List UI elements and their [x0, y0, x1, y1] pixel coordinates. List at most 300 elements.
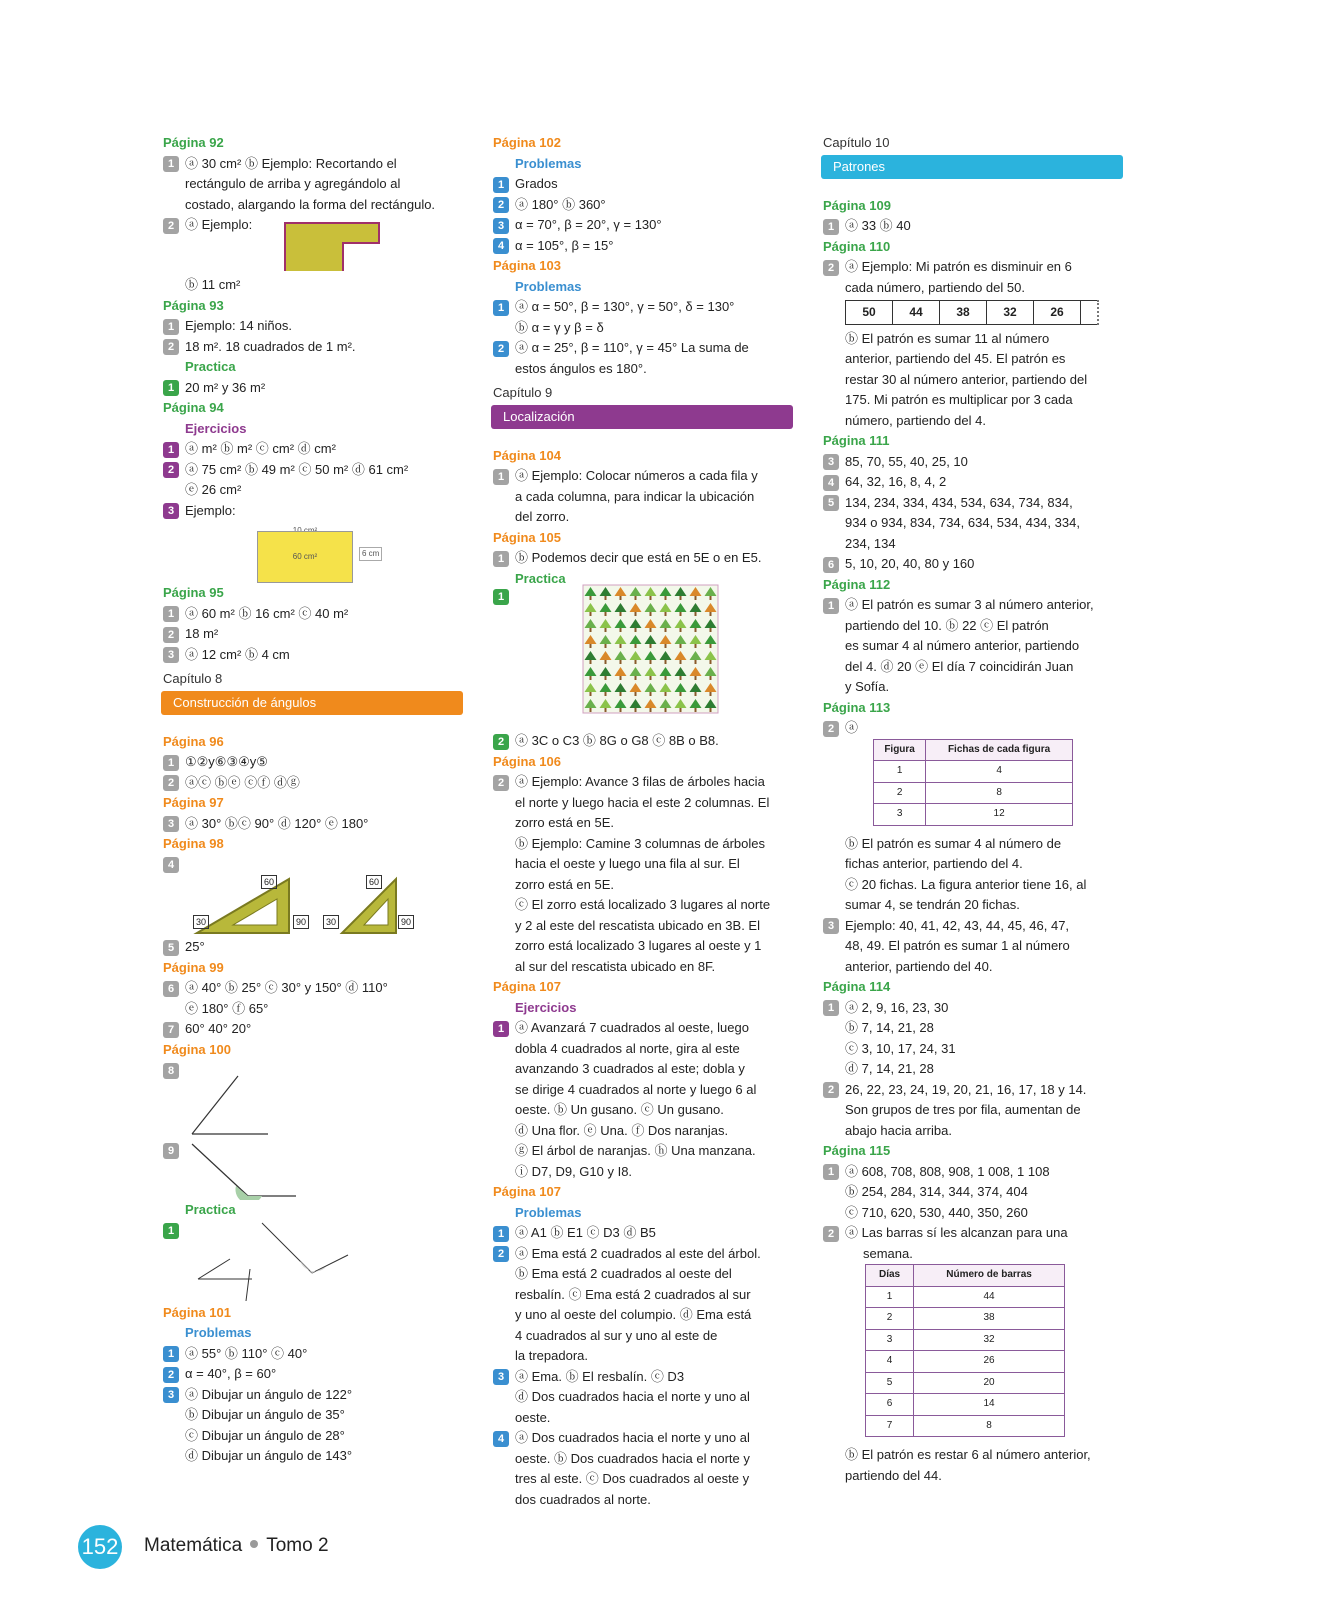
tree-trunk: [710, 708, 712, 712]
page-heading: Página 99: [163, 959, 224, 975]
answer-text: ⓐ Ejemplo:: [185, 217, 253, 232]
tree-trunk: [635, 612, 637, 616]
answer-text: y 2 al este del rescatista ubicado en 3B. El: [515, 917, 760, 933]
item-number-1: 1: [163, 1346, 179, 1362]
page-heading: Página 109: [823, 197, 891, 213]
answer-text: ⓑ Ejemplo: Camine 3 columnas de árboles: [515, 835, 766, 851]
tree-trunk: [590, 628, 592, 632]
table-header: Número de barras: [914, 1265, 1065, 1287]
answer-text: ⓐ 180° ⓑ 360°: [515, 196, 606, 212]
tree-trunk: [635, 676, 637, 680]
tree-trunk: [635, 644, 637, 648]
answer-text: ⓑ Ema está 2 cuadrados al oeste del: [515, 1266, 732, 1281]
answer-text: ⓓ 7, 14, 21, 28: [845, 1061, 934, 1076]
answer-text: zorro está en 5E.: [515, 815, 614, 830]
answer-text: ⓓ Una flor. ⓔ Una. ⓕ Dos naranjas.: [515, 1122, 729, 1138]
answer-text: Grados: [515, 176, 558, 191]
chapter-label: Capítulo 10: [823, 135, 890, 150]
tree-trunk: [680, 596, 682, 600]
tree-trunk: [620, 676, 622, 680]
answer-text: tres al este. ⓒ Dos cuadrados al oeste y: [515, 1471, 750, 1486]
sequence-cell: 44: [893, 301, 940, 325]
tree-trunk: [665, 676, 667, 680]
answer-text: α = 70°, β = 20°, γ = 130°: [515, 217, 662, 232]
answer-text: ⓑ Podemos decir que está en 5E o en E5.: [515, 550, 762, 565]
answer-text: y uno al oeste del columpio. ⓓ Ema está: [515, 1307, 752, 1322]
item-number-1: 1: [163, 755, 179, 771]
tree-trunk: [680, 612, 682, 616]
item-number-1: 1: [823, 219, 839, 235]
sequence-cell: 50: [846, 301, 893, 325]
item-number-1: 1: [493, 177, 509, 193]
answer-text: ⓐ 12 cm² ⓑ 4 cm: [185, 646, 290, 662]
item-number-2: 2: [823, 721, 839, 737]
rectangle-diagram: [163, 521, 473, 583]
answer-text: oeste. ⓑ Un gusano. ⓒ Un gusano.: [515, 1102, 724, 1117]
tree-trunk: [665, 628, 667, 632]
answer-text: dobla 4 cuadrados al norte, gira al este: [515, 1040, 740, 1056]
table-cell: 5: [866, 1372, 914, 1394]
item-number-2: 2: [493, 1246, 509, 1262]
section-label: Ejercicios: [185, 420, 247, 436]
figures-table: [873, 739, 1073, 826]
tree-trunk: [590, 644, 592, 648]
tree-trunk: [605, 692, 607, 696]
angle-label: 30: [323, 915, 339, 929]
page-heading: Página 102: [493, 135, 561, 150]
item-number-1: 1: [493, 1021, 509, 1037]
answer-text: cada número, partiendo del 50.: [845, 279, 1025, 295]
tree-trunk: [635, 660, 637, 664]
answer-text: resbalín. ⓒ Ema está 2 cuadrados al sur: [515, 1286, 751, 1302]
tree-trunk: [710, 612, 712, 616]
answer-text: anterior, partiendo del 45. El patrón es: [845, 351, 1066, 366]
table-cell: 3: [874, 804, 926, 826]
section-label: Practica: [185, 1202, 236, 1217]
answer-text: número, partiendo del 4.: [845, 412, 986, 428]
tree-trunk: [620, 660, 622, 664]
answer-text: α = 105°, β = 15°: [515, 237, 614, 253]
answer-text: 175. Mi patrón es multiplicar por 3 cada: [845, 392, 1073, 407]
answer-text: ⓐ 55° ⓑ 110° ⓒ 40°: [185, 1345, 308, 1361]
column-left: [163, 133, 473, 1467]
answer-text: es sumar 4 al número anterior, partiendo: [845, 638, 1080, 653]
tree-trunk: [695, 676, 697, 680]
answer-text: ⓐ 3C o C3 ⓑ 8G o G8 ⓒ 8B o B8.: [515, 733, 719, 748]
tree-trunk: [680, 628, 682, 632]
answer-text: 234, 134: [845, 535, 896, 551]
chapter-title-bar: Construcción de ángulos: [161, 691, 463, 715]
answer-text: avanzando 3 cuadrados al este; dobla y: [515, 1061, 745, 1076]
answer-text: ⓑ Dibujar un ángulo de 35°: [185, 1407, 345, 1422]
answer-text: ⓐ m² ⓑ m² ⓒ cm² ⓓ cm²: [185, 441, 336, 456]
page-number: 152: [78, 1525, 122, 1569]
tree-trunk: [695, 708, 697, 712]
chapter-label: Capítulo 8: [163, 671, 223, 686]
answer-text: y Sofía.: [845, 679, 890, 694]
item-number-1: 1: [163, 606, 179, 622]
page-heading: Página 107: [493, 1184, 561, 1199]
answer-text: 26, 22, 23, 24, 19, 20, 21, 16, 17, 18 y 14.: [845, 1081, 1087, 1097]
answer-text: hacia el oeste y luego una fila al sur. El: [515, 856, 740, 871]
answer-text: ⓐ α = 50°, β = 130°, γ = 50°, δ = 130°: [515, 299, 735, 314]
item-number-4: 4: [493, 1431, 509, 1447]
page-heading: Página 101: [163, 1304, 231, 1320]
item-number-1: 1: [823, 1164, 839, 1180]
item-number-2: 2: [163, 462, 179, 478]
item-number-2: 2: [163, 339, 179, 355]
answer-text: fichas anterior, partiendo del 4.: [845, 856, 1023, 871]
page-heading: Página 97: [163, 795, 224, 810]
item-number-4: 4: [493, 238, 509, 254]
table-cell: 20: [914, 1372, 1065, 1394]
table-row: [874, 782, 1073, 804]
answer-text: del 4. ⓓ 20 ⓔ El día 7 coincidirán Juan: [845, 658, 1074, 674]
answer-text: restar 30 al número anterior, partiendo del: [845, 371, 1088, 387]
item-number-2: 2: [163, 627, 179, 643]
tree-trunk: [620, 612, 622, 616]
angle-drawing: [188, 1140, 298, 1200]
answer-text: el norte y luego hacia el este 2 columnas. El: [515, 794, 770, 810]
item-number-1: 1: [163, 380, 179, 396]
answer-text: ⓐ: [845, 720, 859, 735]
page-heading: Página 115: [823, 1143, 891, 1158]
answer-text: sumar 4, se tendrán 20 fichas.: [845, 897, 1020, 912]
table-cell: 1: [874, 761, 926, 783]
table-cell: 44: [914, 1286, 1065, 1308]
angle-drawing: [188, 1221, 428, 1303]
tree-grid-map: [493, 589, 803, 731]
answer-text: a cada columna, para indicar la ubicación: [515, 488, 755, 504]
answer-text: del zorro.: [515, 509, 570, 524]
item-number-1: 1: [163, 319, 179, 335]
tree-trunk: [605, 644, 607, 648]
tree-trunk: [665, 644, 667, 648]
answer-text: ⓐ Ema está 2 cuadrados al este del árbol.: [515, 1245, 761, 1261]
item-number-6: 6: [823, 557, 839, 573]
angle-label: 60: [366, 875, 382, 889]
answer-text: ⓑ El patrón es restar 6 al número anterior,: [845, 1447, 1091, 1462]
table-row: [866, 1351, 1065, 1373]
answer-text: ⓐ El patrón es sumar 3 al número anterior,: [845, 597, 1094, 612]
answer-text: ⓐ Dibujar un ángulo de 122°: [185, 1386, 353, 1402]
section-label: Practica: [185, 359, 236, 374]
item-number-2: 2: [163, 218, 179, 234]
item-number-1: 1: [163, 1223, 179, 1239]
tree-trunk: [605, 628, 607, 632]
answer-text: 64, 32, 16, 8, 4, 2: [845, 474, 947, 489]
answer-text: ⓐ 75 cm² ⓑ 49 m² ⓒ 50 m² ⓓ 61 cm²: [185, 461, 409, 477]
tree-trunk: [695, 660, 697, 664]
table-row: [866, 1286, 1065, 1308]
tree-trunk: [650, 612, 652, 616]
item-number-2: 2: [823, 260, 839, 276]
item-number-6: 6: [163, 981, 179, 997]
tree-trunk: [620, 596, 622, 600]
tree-trunk: [680, 660, 682, 664]
section-label: Problemas: [515, 1204, 582, 1220]
answer-text: ⓐ Ejemplo: Avance 3 filas de árboles hacia: [515, 774, 765, 789]
angle-drawing: [188, 1070, 278, 1140]
answer-text: ⓐ A1 ⓑ E1 ⓒ D3 ⓓ B5: [515, 1225, 656, 1240]
table-row: [874, 761, 1073, 783]
item-number-3: 3: [163, 647, 179, 663]
page-heading: Página 92: [163, 135, 224, 150]
answer-text: ⓐ Avanzará 7 cuadrados al oeste, luego: [515, 1020, 749, 1035]
sequence-cell: 26: [1034, 301, 1081, 325]
page-heading: Página 94: [163, 400, 224, 415]
page-heading: Página 96: [163, 733, 224, 749]
table-row: [866, 1308, 1065, 1330]
item-number-5: 5: [163, 940, 179, 956]
tree-trunk: [695, 596, 697, 600]
tree-trunk: [620, 644, 622, 648]
page-heading: Página 113: [823, 699, 891, 715]
answer-text: ⓘ D7, D9, G10 y I8.: [515, 1163, 633, 1179]
answer-text: costado, alargando la forma del rectángulo.: [185, 196, 436, 212]
table-row: [866, 1329, 1065, 1351]
item-number-9: 9: [163, 1143, 179, 1159]
page-heading: Página 98: [163, 836, 224, 851]
page-heading: Página 100: [163, 1041, 231, 1057]
table-cell: 6: [866, 1394, 914, 1416]
table-header: Días: [866, 1265, 914, 1287]
section-label: Problemas: [515, 155, 582, 171]
tree-trunk: [710, 596, 712, 600]
sequence-cell: 32: [987, 301, 1034, 325]
answer-text: estos ángulos es 180°.: [515, 360, 647, 376]
table-cell: 2: [874, 782, 926, 804]
item-number-3: 3: [163, 503, 179, 519]
tree-trunk: [650, 596, 652, 600]
item-number-2: 2: [493, 197, 509, 213]
bars-table: [865, 1264, 1065, 1437]
answer-text: ⓑ 7, 14, 21, 28: [845, 1020, 934, 1035]
column-middle: [493, 133, 803, 1510]
answer-text: ⓑ α = γ y β = δ: [515, 319, 604, 335]
answer-text: al sur del rescatista ubicado en 8F.: [515, 958, 716, 974]
answer-text: ⓐ 30 cm² ⓑ Ejemplo: Recortando el: [185, 155, 397, 171]
item-number-2: 2: [163, 775, 179, 791]
table-cell: 38: [914, 1308, 1065, 1330]
answer-text: ⓔ 180° ⓕ 65°: [185, 1000, 269, 1016]
separator-dot-icon: [250, 1540, 258, 1548]
tree-trunk: [590, 612, 592, 616]
answer-text: ⓐ Dos cuadrados hacia el norte y uno al: [515, 1430, 750, 1445]
book-name: Matemática: [144, 1535, 243, 1556]
answer-text: Son grupos de tres por fila, aumentan de: [845, 1102, 1081, 1117]
tree-trunk: [665, 612, 667, 616]
tree-trunk: [710, 628, 712, 632]
tree-trunk: [635, 708, 637, 712]
item-number-8: 8: [163, 1063, 179, 1079]
sequence-table: [845, 300, 1099, 325]
tree-trunk: [680, 644, 682, 648]
answer-text: 5, 10, 20, 40, 80 y 160: [845, 556, 975, 571]
rect-side-label: 6 cm: [359, 547, 382, 561]
answer-text: ⓔ 26 cm²: [185, 482, 242, 497]
item-number-2: 2: [163, 1367, 179, 1383]
answer-text: zorro está en 5E.: [515, 876, 614, 892]
tree-trunk: [695, 628, 697, 632]
sequence-cell: 38: [940, 301, 987, 325]
answer-text: semana.: [863, 1245, 913, 1261]
item-number-2: 2: [493, 775, 509, 791]
answer-text: 85, 70, 55, 40, 25, 10: [845, 453, 968, 469]
item-number-2: 2: [823, 1226, 839, 1242]
table-row: [866, 1415, 1065, 1437]
answer-text: ⓐ Ejemplo: Mi patrón es disminuir en 6: [845, 259, 1072, 274]
item-number-3: 3: [823, 918, 839, 934]
item-number-1: 1: [823, 1000, 839, 1016]
table-cell: 4: [926, 761, 1073, 783]
tree-trunk: [695, 644, 697, 648]
page-heading: Página 103: [493, 258, 561, 273]
tree-trunk: [590, 708, 592, 712]
book-tome: Tomo 2: [266, 1535, 329, 1556]
table-row: [866, 1394, 1065, 1416]
tree-trunk: [590, 692, 592, 696]
page-heading: Página 104: [493, 447, 561, 463]
table-cell: 12: [926, 804, 1073, 826]
answer-text: ⓐ 60 m² ⓑ 16 cm² ⓒ 40 m²: [185, 605, 349, 621]
answer-text: partiendo del 10. ⓑ 22 ⓒ El patrón: [845, 617, 1049, 633]
page-heading: Página 106: [493, 753, 561, 769]
tree-trunk: [710, 692, 712, 696]
answer-text: anterior, partiendo del 40.: [845, 958, 993, 974]
page-heading: Página 93: [163, 297, 224, 313]
tree-trunk: [665, 692, 667, 696]
answer-text: ⓐ 33 ⓑ 40: [845, 218, 911, 233]
answer-text: ⓐⓒ ⓑⓔ ⓒⓕ ⓓⓖ: [185, 774, 300, 790]
set-square-diagram: [163, 875, 473, 937]
table-row: [874, 804, 1073, 826]
table-cell: 2: [866, 1308, 914, 1330]
answer-text: 48, 49. El patrón es sumar 1 al número: [845, 938, 1070, 953]
tree-trunk: [605, 660, 607, 664]
page-heading: Página 110: [823, 238, 891, 254]
item-number-4: 4: [823, 475, 839, 491]
item-number-3: 3: [163, 816, 179, 832]
tree-trunk: [590, 676, 592, 680]
sequence-cell-empty: [1081, 301, 1099, 325]
column-right: [823, 133, 1133, 1486]
tree-trunk: [695, 692, 697, 696]
angle-label: 30: [193, 915, 209, 929]
tree-trunk: [665, 708, 667, 712]
table-cell: 1: [866, 1286, 914, 1308]
answer-text: rectángulo de arriba y agregándolo al: [185, 176, 401, 191]
answer-text: 18 m²: [185, 626, 219, 641]
item-number-1: 1: [823, 598, 839, 614]
tree-trunk: [650, 660, 652, 664]
tree-trunk: [680, 676, 682, 680]
answer-text: α = 40°, β = 60°: [185, 1366, 277, 1381]
answer-text: ⓐ Ejemplo: Colocar números a cada fila y: [515, 468, 758, 483]
answer-text: zorro está localizado 3 lugares al oeste y 1: [515, 938, 762, 953]
tree-trunk: [620, 628, 622, 632]
table-row: [866, 1372, 1065, 1394]
answer-text: ⓐ Ema. ⓑ El resbalín. ⓒ D3: [515, 1368, 685, 1384]
tree-trunk: [635, 596, 637, 600]
tree-trunk: [665, 596, 667, 600]
answer-text: ①②y⑥③④y⑤: [185, 754, 268, 769]
answer-text: ⓐ α = 25°, β = 110°, γ = 45° La suma de: [515, 340, 749, 355]
tree-trunk: [605, 708, 607, 712]
item-number-3: 3: [823, 454, 839, 470]
section-label: Ejercicios: [515, 999, 577, 1015]
tree-trunk: [695, 612, 697, 616]
page-heading: Página 107: [493, 979, 561, 994]
page-heading: Página 112: [823, 576, 891, 592]
answer-text: ⓐ 40° ⓑ 25° ⓒ 30° y 150° ⓓ 110°: [185, 980, 388, 995]
tree-trunk: [710, 660, 712, 664]
item-number-3: 3: [493, 1369, 509, 1385]
angle-label: 90: [398, 915, 414, 929]
answer-text: oeste.: [515, 1409, 551, 1425]
table-cell: 32: [914, 1329, 1065, 1351]
tree-trunk: [650, 708, 652, 712]
answer-text: Ejemplo: 40, 41, 42, 43, 44, 45, 46, 47,: [845, 917, 1070, 933]
book-title: [144, 1535, 329, 1557]
table-cell: 14: [914, 1394, 1065, 1416]
answer-text: ⓑ El patrón es sumar 4 al número de: [845, 835, 1062, 851]
table-cell: 8: [926, 782, 1073, 804]
tree-trunk: [710, 644, 712, 648]
tree-trunk: [590, 660, 592, 664]
tree-trunk: [665, 660, 667, 664]
answer-text: abajo hacia arriba.: [845, 1122, 952, 1138]
table-cell: 4: [866, 1351, 914, 1373]
answer-text: partiendo del 44.: [845, 1467, 942, 1483]
item-number-3: 3: [163, 1387, 179, 1403]
item-number-2: 2: [493, 341, 509, 357]
tree-trunk: [635, 628, 637, 632]
tree-trunk: [605, 676, 607, 680]
page-heading: Página 111: [823, 433, 890, 448]
answer-text: ⓐ 30° ⓑⓒ 90° ⓓ 120° ⓔ 180°: [185, 815, 369, 831]
page-heading: Página 95: [163, 585, 224, 600]
answer-text: ⓒ El zorro está localizado 3 lugares al norte: [515, 897, 771, 912]
tree-trunk: [650, 676, 652, 680]
answer-text: 18 m². 18 cuadrados de 1 m².: [185, 338, 356, 354]
item-number-1: 1: [493, 589, 509, 605]
chapter-title-bar: Localización: [491, 405, 793, 429]
answer-text: ⓐ Las barras sí les alcanzan para una: [845, 1225, 1068, 1240]
answer-text: ⓒ 20 fichas. La figura anterior tiene 16, al: [845, 876, 1087, 892]
item-number-1: 1: [493, 469, 509, 485]
answer-text: ⓒ 3, 10, 17, 24, 31: [845, 1040, 956, 1056]
table-cell: 8: [914, 1415, 1065, 1437]
item-number-1: 1: [163, 442, 179, 458]
item-number-1: 1: [493, 300, 509, 316]
item-number-2: 2: [493, 734, 509, 750]
item-number-4: 4: [163, 857, 179, 873]
tree-trunk: [620, 692, 622, 696]
answer-text: ⓐ 2, 9, 16, 23, 30: [845, 999, 949, 1015]
table-cell: 26: [914, 1351, 1065, 1373]
table-header: Figura: [874, 739, 926, 761]
item-number-1: 1: [493, 551, 509, 567]
item-number-3: 3: [493, 218, 509, 234]
table-cell: 7: [866, 1415, 914, 1437]
tree-grid: [581, 583, 725, 729]
item-number-2: 2: [823, 1082, 839, 1098]
answer-text: 934 o 934, 834, 734, 634, 534, 434, 334,: [845, 515, 1080, 530]
answer-text: ⓑ 254, 284, 314, 344, 374, 404: [845, 1184, 1028, 1199]
tree-trunk: [650, 644, 652, 648]
item-number-7: 7: [163, 1022, 179, 1038]
